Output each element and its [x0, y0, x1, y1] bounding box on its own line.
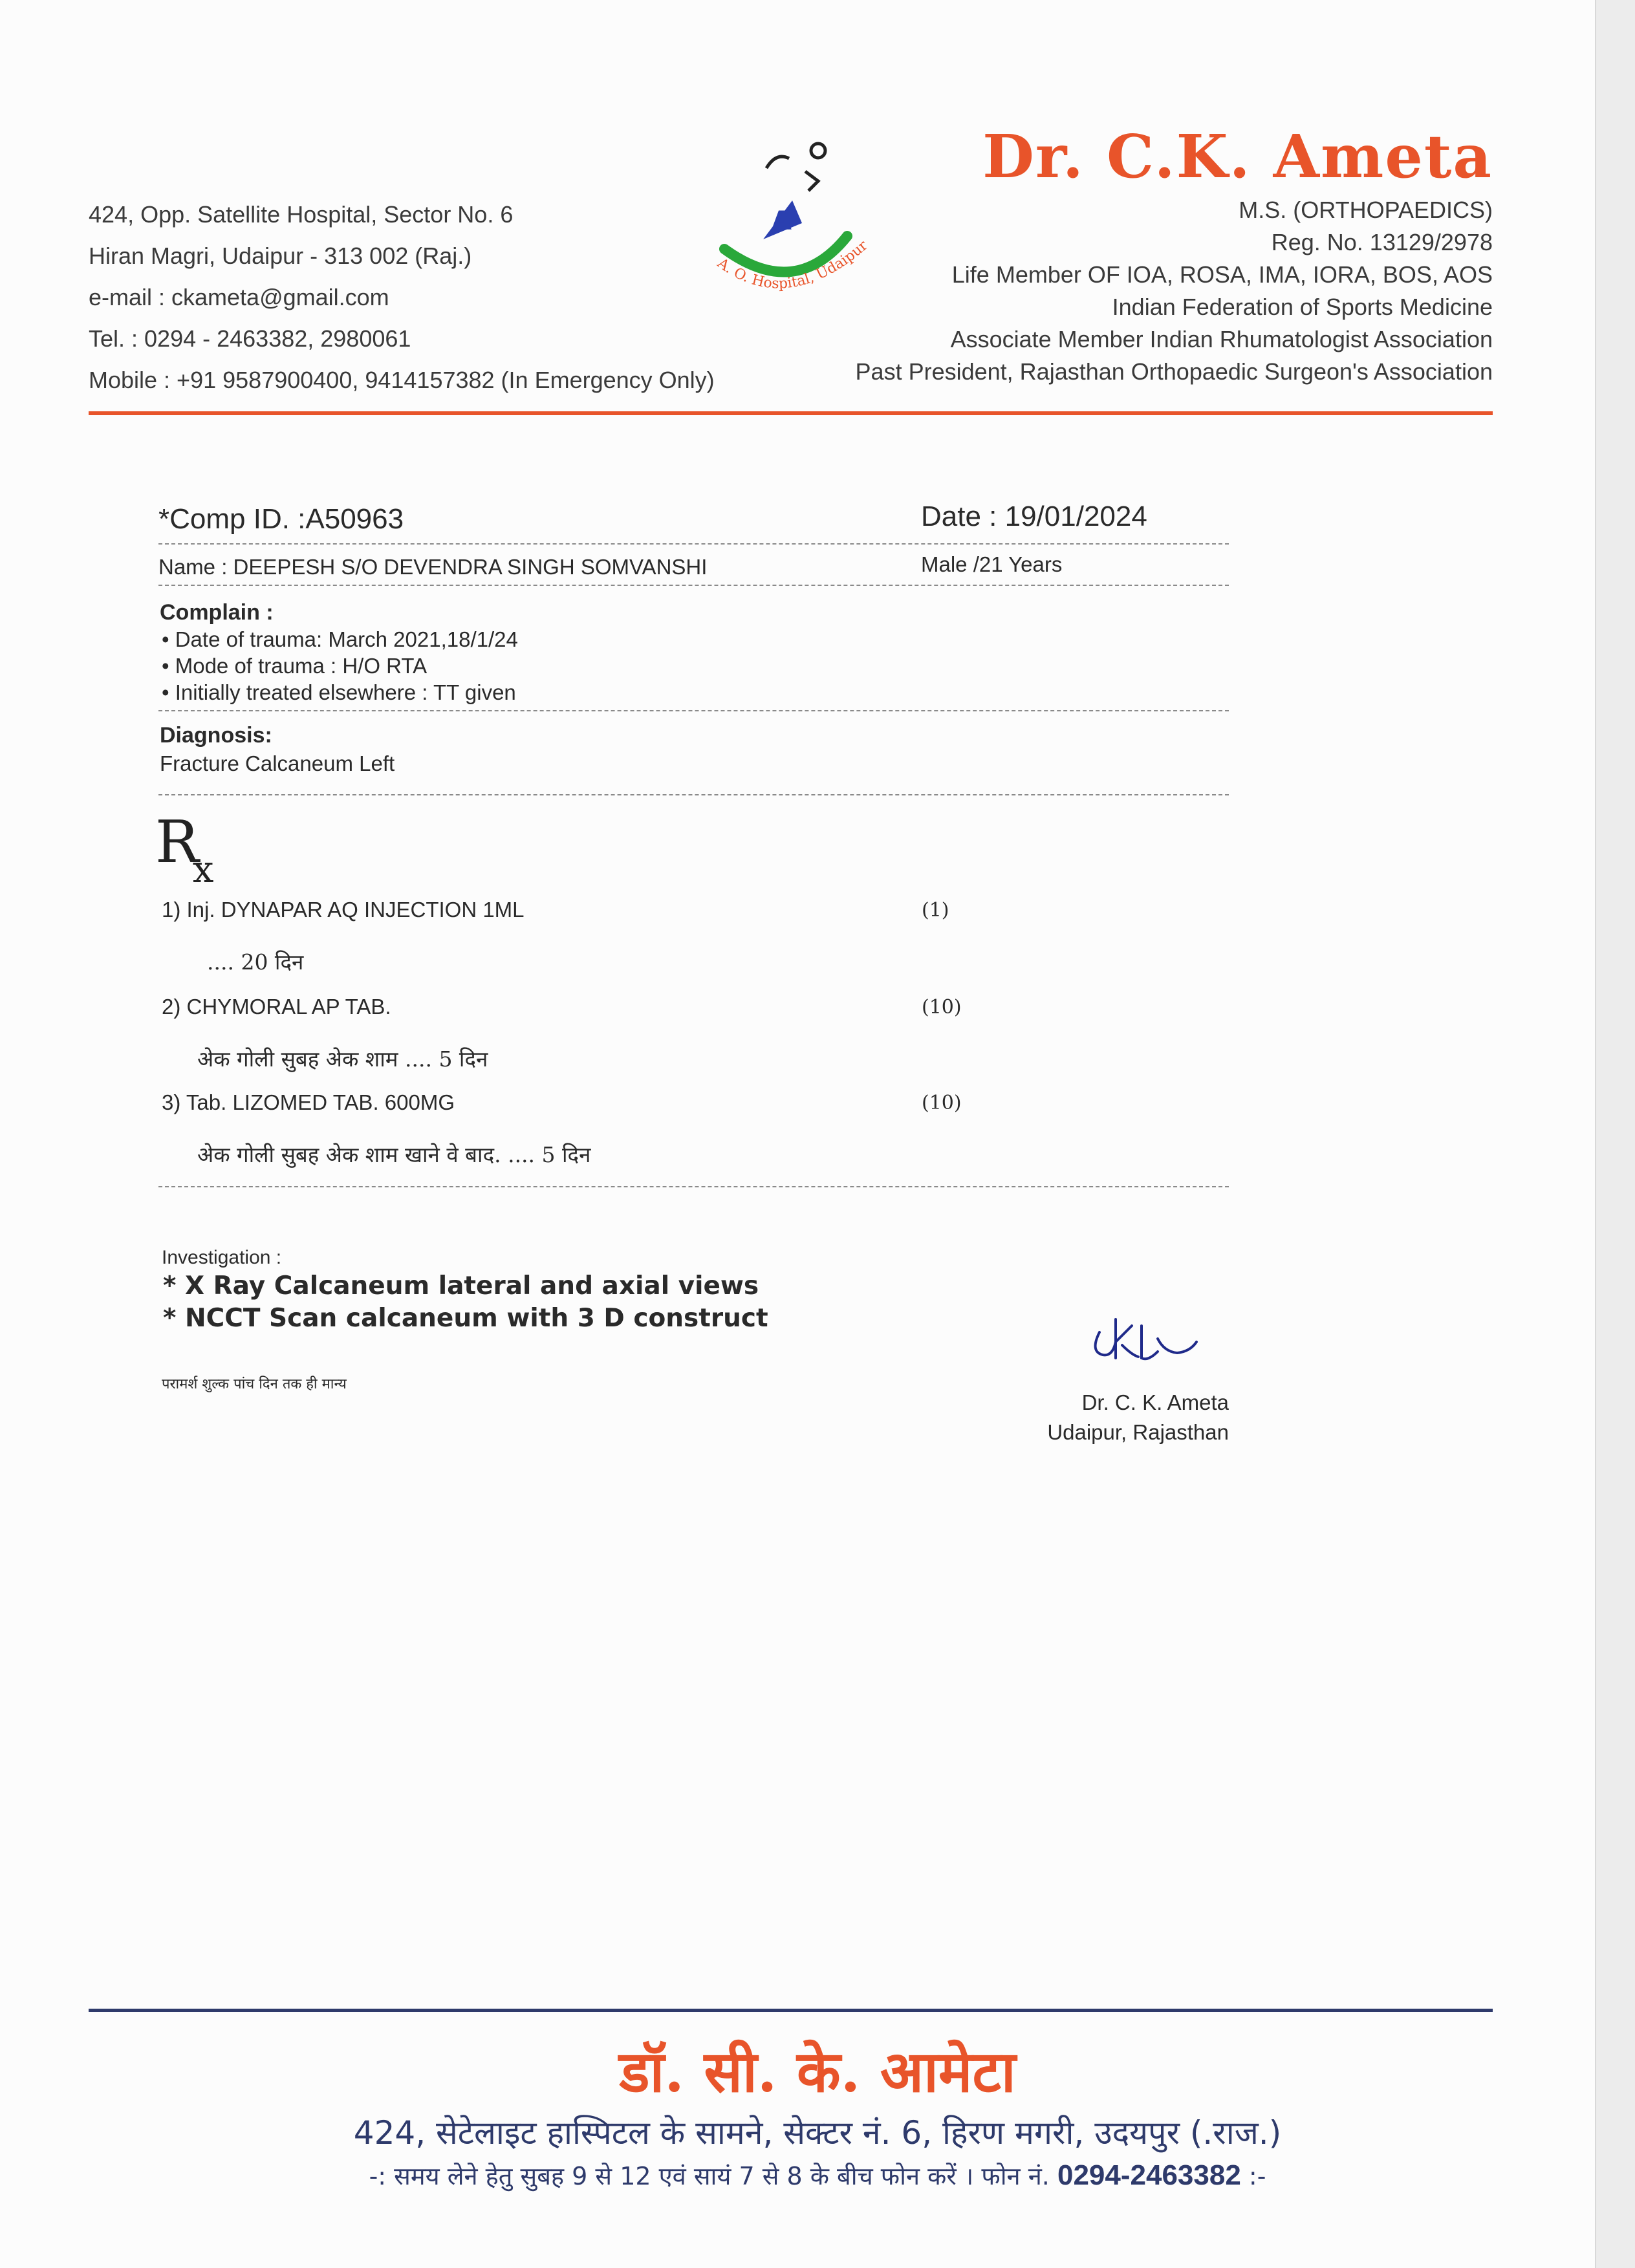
address-line: 424, Opp. Satellite Hospital, Sector No. 6	[89, 201, 514, 228]
qualification-line: M.S. (ORTHOPAEDICS)	[1239, 197, 1493, 223]
fee-validity-note: परामर्श शुल्क पांच दिन तक ही मान्य	[162, 1376, 347, 1392]
signature-stroke	[1096, 1319, 1196, 1359]
footer-timing	[0, 2159, 1635, 2192]
logo-text: A. O. Hospital, Udaipur	[714, 237, 871, 292]
divider	[158, 794, 1229, 795]
divider	[158, 585, 1229, 586]
clinic-address-block	[89, 194, 715, 401]
comp-id: *Comp ID. :A50963	[158, 503, 404, 535]
patient-name: Name : DEEPESH S/O DEVENDRA SINGH SOMVANSHI	[158, 555, 708, 579]
medicine-line: 3) Tab. LIZOMED TAB. 600MG	[162, 1090, 455, 1114]
page-edge-strip	[1595, 0, 1635, 2268]
footer-doctor-name-hindi: डॉ. सी. के. आमेटा	[619, 2038, 1016, 2105]
footer-tail: :-	[1248, 2162, 1266, 2190]
footer-phone: 0294-2463382	[1057, 2159, 1241, 2191]
mobile-line: Mobile : +91 9587900400, 9414157382 (In Emergency Only)	[89, 367, 715, 393]
complain-title: Complain :	[160, 600, 274, 625]
diagnosis-text: Fracture Calcaneum Left	[160, 751, 395, 775]
complain-item: • Initially treated elsewhere : TT given	[162, 680, 516, 704]
divider	[158, 543, 1229, 545]
logo-limb-icon	[805, 171, 818, 191]
address-line: Hiran Magri, Udaipur - 313 002 (Raj.)	[89, 243, 472, 269]
doctor-name-heading: Dr. C.K. Ameta	[982, 122, 1493, 191]
prescription-date: Date : 19/01/2024	[921, 501, 1147, 532]
medicine-instruction: .... 20 दिन	[207, 949, 304, 975]
divider	[158, 1186, 1229, 1187]
email-line: e-mail : ckameta@gmail.com	[89, 284, 389, 310]
complain-item: • Mode of trauma : H/O RTA	[162, 654, 428, 678]
medicine-line: 2) CHYMORAL AP TAB.	[162, 995, 391, 1019]
medicine-qty: (10)	[922, 996, 962, 1019]
signature-place: Udaipur, Rajasthan	[1047, 1420, 1229, 1444]
medicine-qty: (10)	[922, 1092, 962, 1114]
rx-symbol: $R_x$	[155, 808, 214, 891]
signature-block	[1047, 1388, 1229, 1447]
divider	[158, 710, 1229, 711]
investigation-item: * X Ray Calcaneum lateral and axial views	[163, 1271, 759, 1301]
logo-arm-icon	[766, 157, 789, 168]
qualification-line: Associate Member Indian Rhumatologist Association	[950, 326, 1493, 352]
diagnosis-title: Diagnosis:	[160, 723, 272, 748]
medicine-line: 1) Inj. DYNAPAR AQ INJECTION 1ML	[162, 898, 525, 922]
signature-name: Dr. C. K. Ameta	[1081, 1390, 1229, 1414]
medicine-instruction: अेक गोली सुबह अेक शाम .... 5 दिन	[197, 1046, 488, 1072]
qualification-line: Life Member OF IOA, ROSA, IMA, IORA, BOS, AOS	[951, 261, 1493, 288]
medicine-instruction: अेक गोली सुबह अेक शाम खाने वे बाद. .... 5 दिन	[197, 1142, 591, 1167]
footer-divider	[89, 2009, 1493, 2012]
complain-item: • Date of trauma: March 2021,18/1/24	[162, 627, 518, 651]
footer-timing-text: -: समय लेने हेतु सुबह 9 से 12 एवं सायं 7 से 8 के बीच फोन करें । फोन नं.	[369, 2162, 1050, 2190]
patient-sex-age: Male /21 Years	[921, 552, 1063, 576]
header-divider	[89, 411, 1493, 415]
medicine-qty: (1)	[922, 899, 949, 922]
logo-head-icon	[811, 144, 825, 158]
investigation-item: * NCCT Scan calcaneum with 3 D construct	[163, 1304, 768, 1333]
investigation-title: Investigation :	[162, 1247, 282, 1268]
qualifications-block	[856, 194, 1493, 388]
handwritten-signature	[1087, 1306, 1203, 1371]
qualification-line: Indian Federation of Sports Medicine	[1112, 294, 1493, 320]
telephone-line: Tel. : 0294 - 2463382, 2980061	[89, 325, 411, 352]
svg-text:A: A	[772, 206, 792, 236]
footer-address-hindi: 424, सेटेलाइट हास्पिटल के सामने, सेक्टर नं. 6, हिरण मगरी, उदयपुर (.राज.)	[353, 2114, 1282, 2152]
qualification-line: Past President, Rajasthan Orthopaedic Surgeon's Association	[855, 358, 1493, 385]
qualification-line: Reg. No. 13129/2978	[1271, 229, 1493, 255]
